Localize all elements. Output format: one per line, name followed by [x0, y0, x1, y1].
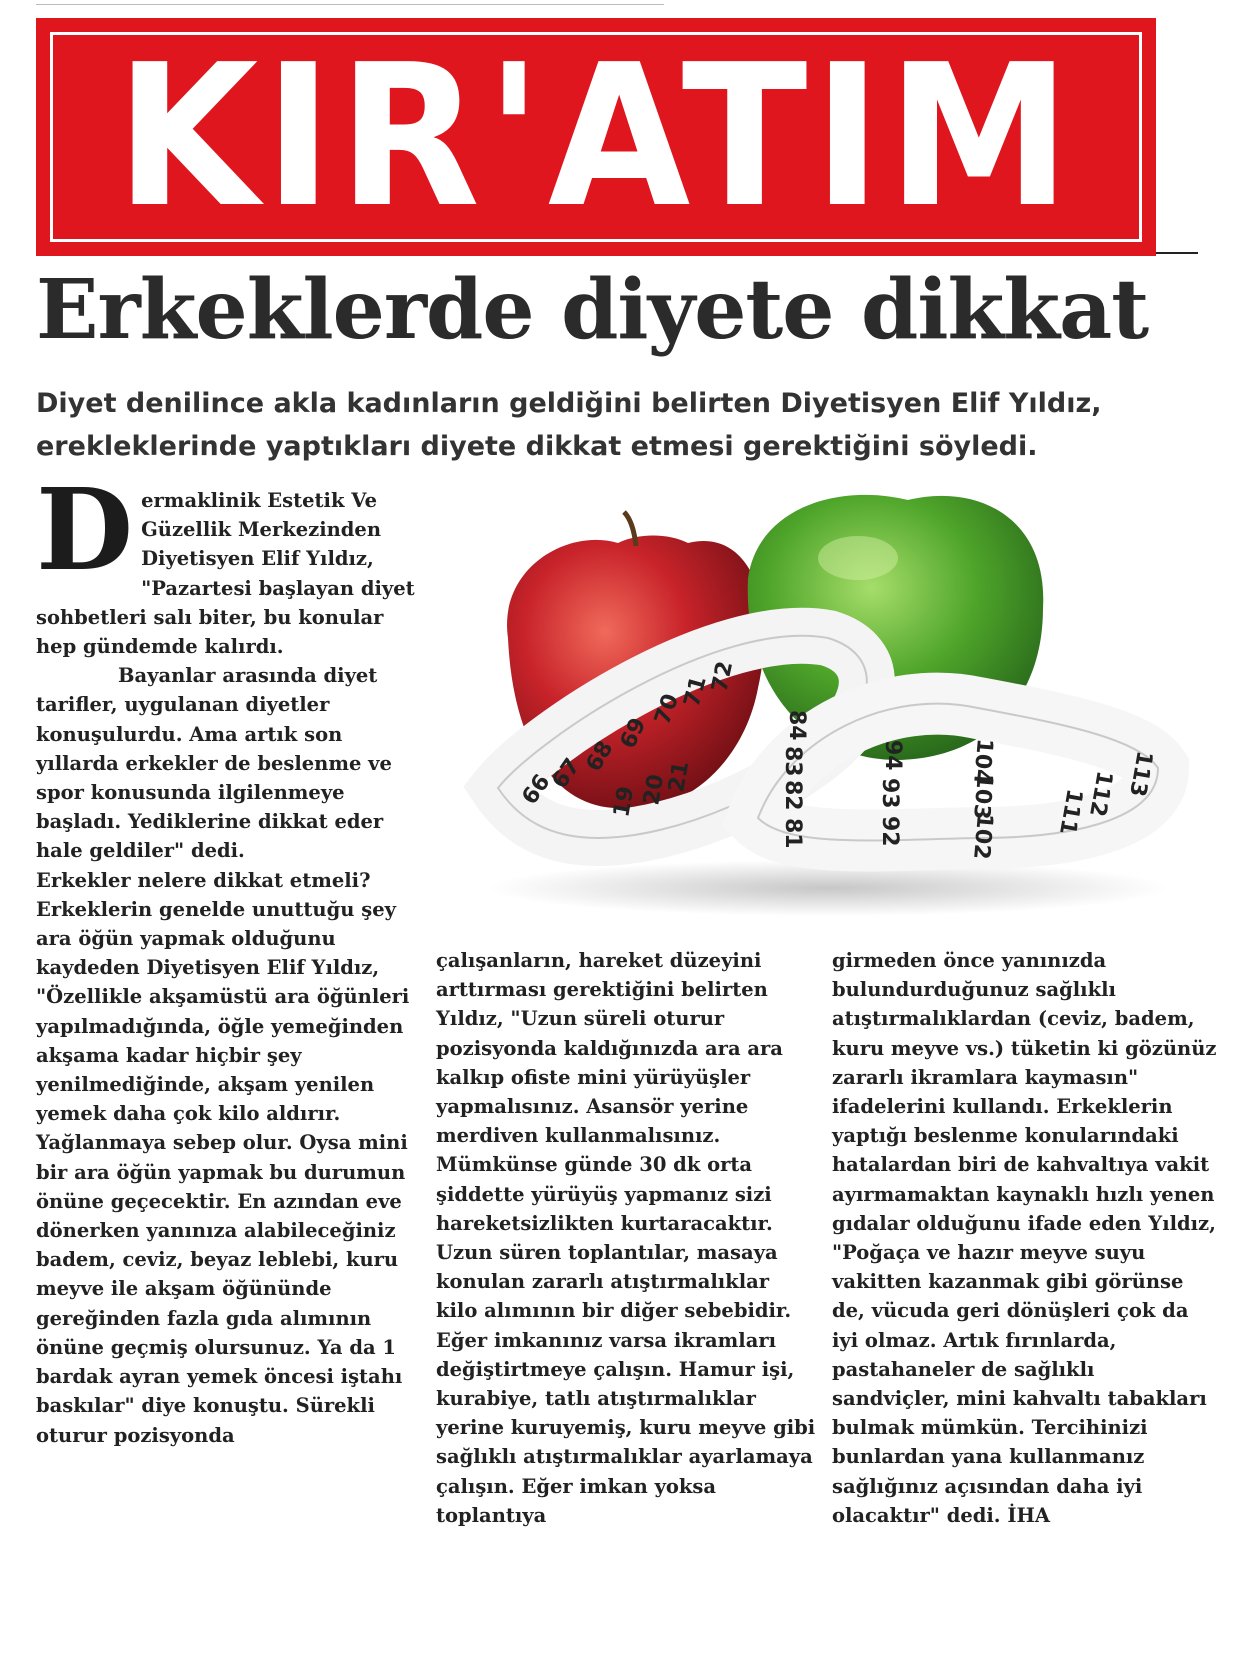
paragraph-3: Erkeklerin genelde unuttuğu şey ara öğün yapmak olduğunu kaydeden Diyetisyen Elif Yıldız, "Özellikle akşamüstü ara öğünleri yapılmadığında, öğle yemeğinden akşama kadar hiçbir şey yenilmediğinde, akşam yenilen yemek daha çok kilo aldırır. Yağlanmaya sebep olur. Oysa mini bir ara öğün yapmak bu durumun önüne geçecektir. En azından eve dönerken yanınıza alabileceğiniz badem, ceviz, beyaz leblebi, kuru meyve ile akşam öğününde gereğinden fazla gıda alımının önüne geçmiş olursunuz. Ya da 1 bardak ayran yemek öncesi iştahı baskılar" diye konuştu. Sürekli oturur pozisyonda	[36, 897, 410, 1447]
tape-number: 70	[650, 690, 685, 729]
article-lead: Diyet denilince akla kadınların geldiğini belirten Diyetisyen Elif Yıldız, erekleklerinde yaptıkları diyete dikkat etmesi gerektiğini söyledi.	[36, 388, 1102, 462]
tape-number: 81	[780, 818, 805, 849]
tape-number: 83	[780, 746, 805, 777]
tape-number: 72	[707, 659, 739, 695]
tape-number: 19	[609, 784, 640, 820]
masthead-frame	[50, 32, 1142, 242]
drop-cap: D	[36, 465, 134, 596]
paragraph-2-text: Bayanlar arasında diyet tarifler, uygulanan diyetler konuşulurdu. Ama artık son yıllarda erkekler de beslenme ve spor konusunda ilgilenmeye başladı. Yediklerine dikkat eder hale geldiler" dedi.	[36, 664, 392, 863]
tape-number: 68	[581, 736, 619, 776]
tape-number: 69	[615, 714, 652, 753]
tape-number: 104	[968, 737, 997, 786]
tape-number: 82	[780, 780, 805, 811]
tape-number: 71	[679, 673, 712, 710]
masthead-rule	[1156, 252, 1198, 254]
tape-number: 67	[547, 754, 586, 794]
green-apple-highlight	[818, 536, 898, 580]
article-column-1	[36, 465, 416, 1450]
masthead-title: KIR'ATIM	[115, 32, 1077, 242]
tape-number: 102	[968, 812, 997, 861]
tape-number: 20	[639, 772, 670, 808]
apples-tape-photo	[458, 488, 1198, 918]
paragraph-2	[36, 661, 416, 865]
masthead-banner	[36, 18, 1156, 256]
tape-number: 84	[784, 710, 809, 741]
subheading: Erkekler nelere dikkat etmeli?	[36, 868, 371, 892]
intro-text: ermaklinik Estetik Ve Güzellik Merkezinden Diyetisyen Elif Yıldız, "Pazartesi başlayan diyet sohbetleri salı biter, bu konular hep gündemde kalırdı.	[36, 489, 415, 659]
intro-paragraph	[36, 465, 416, 661]
tape-number: 111	[1054, 786, 1087, 837]
tape-number: 92	[877, 816, 902, 847]
tape-number: 21	[664, 759, 695, 795]
article-column-2: çalışanların, hareket düzeyini arttırması gerektiğini belirten Yıldız, "Uzun süreli oturur pozisyonda kaldığınızda ara ara kalkıp ofiste mini yürüyüşler yapmalısınız. Asansör yerine merdiven kullanmalısınız. Mümkünse günde 30 dk orta şiddette yürüyüş yapmanız sizi hareketsizlikten kurtaracaktır. Uzun süren toplantılar, masaya konulan zararlı atıştırmalıklar kilo alımının bir diğer sebebidir. Eğer imkanınız varsa ikramları değiştirtmeye çalışın. Hamur işi, kurabiye, tatlı atıştırmalıklar yerine kuruyemiş, kuru meyve gibi sağlıklı atıştırmalıklar ayarlamaya çalışın. Eğer imkan yoksa toplantıya	[436, 949, 816, 1527]
article-column-3: girmeden önce yanınızda bulundurduğunuz sağlıklı atıştırmalıklardan (ceviz, badem, kuru meyve vs.) tüketin ki gözünüz zararlı ikramlara kaymasın" ifadelerini kullandı. Erkeklerin yaptığı beslenme konularındaki hatalardan biri de kahvaltıya vakit ayırmamaktan kaynaklı hızlı yenen gıdalar olduğunu ifade eden Yıldız, "Poğaça ve hazır meyve suyu vakitten kazanmak gibi görünse de, vücuda geri dönüşleri çok da iyi olmaz. Artık fırınlarda, pastahaneler de sağlıklı sandviçler, mini kahvaltı tabakları bulmak mümkün. Tercihinizi bunlardan yana kullanmanız sağlığınız açısından daha iyi olacaktır" dedi. İHA	[832, 949, 1217, 1527]
tape-number: 112	[1084, 768, 1117, 819]
tape-number: 93	[877, 778, 902, 809]
tape-number: 66	[517, 770, 556, 810]
article-headline: Erkeklerde diyete dikkat	[36, 262, 1149, 358]
tape-number: 94	[880, 740, 905, 771]
tape-number: 113	[1124, 748, 1157, 799]
top-rule	[36, 4, 664, 5]
tape-number: 103	[968, 772, 997, 821]
